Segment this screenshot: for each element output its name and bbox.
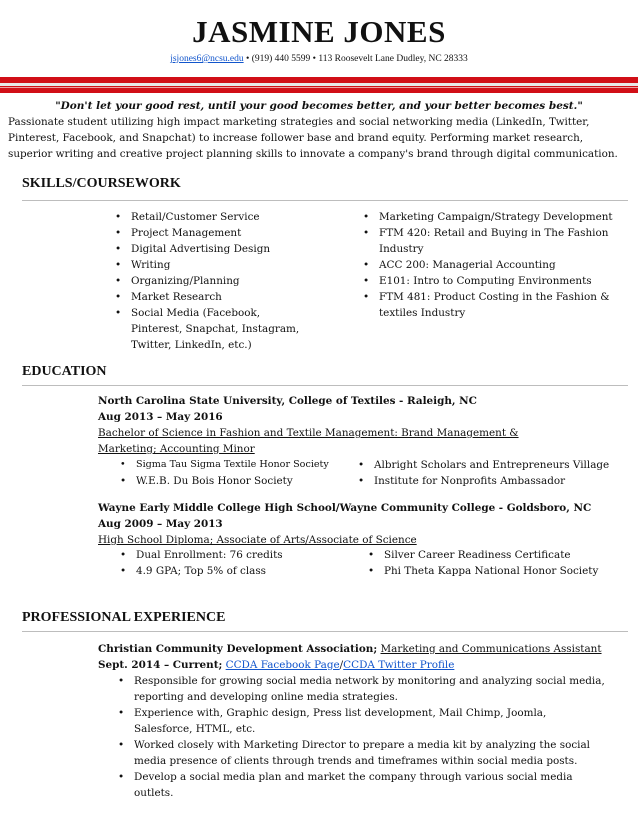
section-rule xyxy=(22,200,628,201)
honor-item: • W.E.B. Du Bois Honor Society xyxy=(120,473,350,489)
skill-item: • Writing xyxy=(115,257,305,273)
school-name: Wayne Early Middle College High School/Wayne Community College - Goldsboro, NC xyxy=(98,502,592,514)
school-entry xyxy=(98,393,618,457)
job-entry xyxy=(98,641,628,673)
contact-details: • (919) 440 5599 • 113 Roosevelt Lane Dudley, NC 28333 xyxy=(243,54,468,64)
honor-item: • Albright Scholars and Entrepreneurs Village xyxy=(358,457,618,473)
job-title: Marketing and Communications Assistant xyxy=(380,643,602,655)
responsibility-item: • Responsible for growing social media network by monitoring and analyzing social media, reporting and developing online media strategies. xyxy=(118,673,608,705)
degree: Bachelor of Science in Fashion and Textile Management: Brand Management & Marketing; Accounting Minor xyxy=(98,427,519,455)
skills-list-left xyxy=(115,209,305,353)
skill-item: • FTM 420: Retail and Buying in The Fashion Industry xyxy=(363,225,613,257)
school-entry xyxy=(98,500,628,548)
honor-item: • Sigma Tau Sigma Textile Honor Society xyxy=(120,457,350,473)
skill-item: • ACC 200: Managerial Accounting xyxy=(363,257,613,273)
achievement-item: • Dual Enrollment: 76 credits xyxy=(120,547,350,563)
skill-item: • Social Media (Facebook, Pinterest, Snapchat, Instagram, Twitter, LinkedIn, etc.) xyxy=(115,305,305,353)
achievement-item: • 4.9 GPA; Top 5% of class xyxy=(120,563,350,579)
skill-item: • Project Management xyxy=(115,225,305,241)
professional-summary: Passionate student utilizing high impact marketing strategies and social networking media (LinkedIn, Twitter, Pinterest, Facebook, and Snapchat) to increase follower base and brand equity. Performing market research, superior writing and creative project planning skills to innovate a company's brand through digital communication. xyxy=(8,116,618,160)
skills-list-right xyxy=(363,209,613,321)
section-heading-education: EDUCATION xyxy=(22,364,107,379)
responsibility-item: • Worked closely with Marketing Director to prepare a media kit by analyzing the social media presence of clients through trends and timeframes within social media posts. xyxy=(118,737,608,769)
employer-name: Christian Community Development Association; xyxy=(98,643,378,655)
school-dates: Aug 2009 – May 2013 xyxy=(98,518,223,530)
contact-line xyxy=(0,54,638,64)
twitter-profile-link[interactable]: CCDA Twitter Profile xyxy=(343,659,455,671)
school-dates: Aug 2013 – May 2016 xyxy=(98,411,223,423)
divider-band xyxy=(0,83,638,86)
link-separator: / xyxy=(339,659,344,671)
honors-list-right xyxy=(358,457,618,489)
section-rule xyxy=(22,385,628,386)
responsibility-item: • Experience with, Graphic design, Press list development, Mail Chimp, Joomla, Salesforce, HTML, etc. xyxy=(118,705,608,737)
resume-name: JASMINE JONES xyxy=(192,14,446,49)
achievements-list-right xyxy=(368,547,618,579)
skill-item: • Market Research xyxy=(115,289,305,305)
achievements-list-left xyxy=(120,547,350,579)
school-name: North Carolina State University, College of Textiles - Raleigh, NC xyxy=(98,395,477,407)
degree: High School Diploma; Associate of Arts/Associate of Science xyxy=(98,534,417,546)
skill-item: • Digital Advertising Design xyxy=(115,241,305,257)
job-dates: Sept. 2014 – Current; xyxy=(98,659,223,671)
facebook-page-link[interactable]: CCDA Facebook Page xyxy=(225,659,340,671)
achievement-item: • Silver Career Readiness Certificate xyxy=(368,547,618,563)
responsibility-item: • Develop a social media plan and market the company through various social media outlets. xyxy=(118,769,608,801)
personal-quote: "Don't let your good rest, until your good becomes better, and your better becomes best." xyxy=(55,100,583,112)
header-divider-bar xyxy=(0,77,638,93)
email-link[interactable]: jsjones6@ncsu.edu xyxy=(170,54,244,64)
section-rule xyxy=(22,631,628,632)
skill-item: • Retail/Customer Service xyxy=(115,209,305,225)
job-responsibilities xyxy=(118,673,608,801)
honor-item: • Institute for Nonprofits Ambassador xyxy=(358,473,618,489)
honors-list-left xyxy=(120,457,350,489)
skill-item: • Organizing/Planning xyxy=(115,273,305,289)
skill-item: • Marketing Campaign/Strategy Development xyxy=(363,209,613,225)
achievement-item: • Phi Theta Kappa National Honor Society xyxy=(368,563,618,579)
skill-item: • FTM 481: Product Costing in the Fashion & textiles Industry xyxy=(363,289,613,321)
section-heading-experience: PROFESSIONAL EXPERIENCE xyxy=(22,610,226,625)
skill-item: • E101: Intro to Computing Environments xyxy=(363,273,613,289)
section-heading-skills: SKILLS/COURSEWORK xyxy=(22,176,181,191)
divider-highlight xyxy=(0,87,638,88)
